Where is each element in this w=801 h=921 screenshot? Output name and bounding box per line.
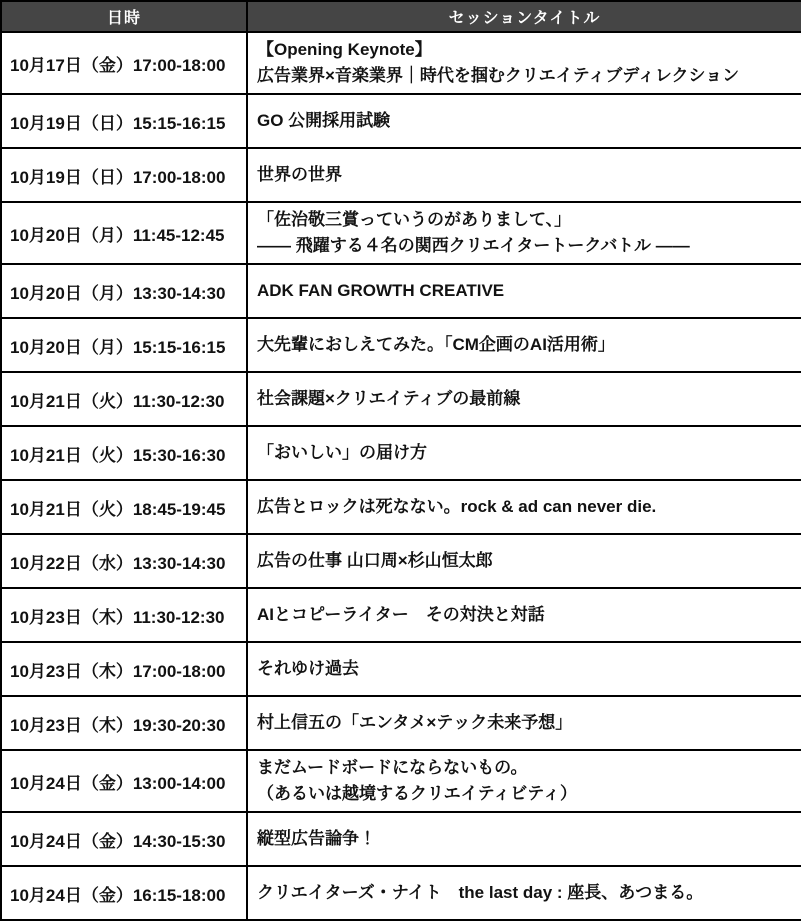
session-title xyxy=(247,202,801,264)
session-title-line: それゆけ過去 xyxy=(257,659,359,678)
session-row xyxy=(1,318,801,372)
session-row xyxy=(1,534,801,588)
session-title xyxy=(247,696,801,750)
session-datetime: 10月24日（金）16:15-18:00 xyxy=(1,866,247,920)
session-row xyxy=(1,750,801,812)
session-title xyxy=(247,264,801,318)
session-datetime: 10月23日（木）11:30-12:30 xyxy=(1,588,247,642)
session-datetime: 10月20日（月）15:15-16:15 xyxy=(1,318,247,372)
session-datetime: 10月21日（火）18:45-19:45 xyxy=(1,480,247,534)
session-row xyxy=(1,94,801,148)
session-title xyxy=(247,866,801,920)
session-title-line: まだムードボードにならないもの。 xyxy=(257,758,528,777)
session-title-line: ADK FAN GROWTH CREATIVE xyxy=(257,281,505,300)
session-datetime: 10月20日（月）11:45-12:45 xyxy=(1,202,247,264)
session-title xyxy=(247,318,801,372)
session-title xyxy=(247,426,801,480)
session-row xyxy=(1,148,801,202)
session-title-line: （あるいは越境するクリエイティビティ） xyxy=(257,784,577,803)
session-title-line: AIとコピーライター その対決と対話 xyxy=(257,605,545,624)
session-datetime: 10月19日（日）15:15-16:15 xyxy=(1,94,247,148)
session-title xyxy=(247,32,801,94)
session-row xyxy=(1,696,801,750)
session-title-line: 世界の世界 xyxy=(257,165,342,184)
column-header-session-title: セッションタイトル xyxy=(247,1,801,32)
column-header-datetime: 日時 xyxy=(1,1,247,32)
session-title-line: 大先輩におしえてみた。「CM企画のAI活用術」 xyxy=(257,335,615,354)
session-title-line: 縦型広告論争！ xyxy=(257,829,376,848)
session-title xyxy=(247,750,801,812)
session-datetime: 10月21日（火）15:30-16:30 xyxy=(1,426,247,480)
session-datetime: 10月20日（月）13:30-14:30 xyxy=(1,264,247,318)
session-title-line: 広告とロックは死なない。rock & ad can never die. xyxy=(257,497,657,516)
session-title xyxy=(247,94,801,148)
session-title-line: 【Opening Keynote】 xyxy=(257,40,432,59)
session-title xyxy=(247,812,801,866)
session-title xyxy=(247,372,801,426)
session-datetime: 10月17日（金）17:00-18:00 xyxy=(1,32,247,94)
session-datetime: 10月21日（火）11:30-12:30 xyxy=(1,372,247,426)
table-header-row xyxy=(1,1,801,32)
session-title-line: クリエイターズ・ナイト the last day : 座長、あつまる。 xyxy=(257,883,704,902)
session-title-line: ―― 飛躍する４名の関西クリエイタートークバトル ―― xyxy=(257,236,690,255)
session-row xyxy=(1,372,801,426)
session-datetime: 10月24日（金）14:30-15:30 xyxy=(1,812,247,866)
session-title-line: 社会課題×クリエイティブの最前線 xyxy=(257,389,521,408)
session-row xyxy=(1,202,801,264)
session-row xyxy=(1,426,801,480)
session-datetime: 10月23日（木）17:00-18:00 xyxy=(1,642,247,696)
session-row xyxy=(1,588,801,642)
session-datetime: 10月23日（木）19:30-20:30 xyxy=(1,696,247,750)
session-title xyxy=(247,480,801,534)
session-title xyxy=(247,588,801,642)
session-datetime: 10月19日（日）17:00-18:00 xyxy=(1,148,247,202)
session-title xyxy=(247,642,801,696)
session-title-line: 広告の仕事 山口周×杉山恒太郎 xyxy=(257,551,493,570)
session-title-line: 村上信五の「エンタメ×テック未来予想」 xyxy=(257,713,573,732)
session-row xyxy=(1,642,801,696)
session-datetime: 10月22日（水）13:30-14:30 xyxy=(1,534,247,588)
session-row xyxy=(1,480,801,534)
session-row xyxy=(1,32,801,94)
session-table-body xyxy=(1,32,801,920)
session-title-line: 「佐治敬三賞っていうのがありまして、」 xyxy=(257,210,572,229)
session-row xyxy=(1,812,801,866)
session-title xyxy=(247,534,801,588)
session-title-line: 「おいしい」の届け方 xyxy=(257,443,427,462)
session-title xyxy=(247,148,801,202)
session-row xyxy=(1,866,801,920)
session-title-line: GO 公開採用試験 xyxy=(257,111,391,130)
session-row xyxy=(1,264,801,318)
session-datetime: 10月24日（金）13:00-14:00 xyxy=(1,750,247,812)
session-title-line: 広告業界×音楽業界｜時代を掴むクリエイティブディレクション xyxy=(257,66,740,85)
